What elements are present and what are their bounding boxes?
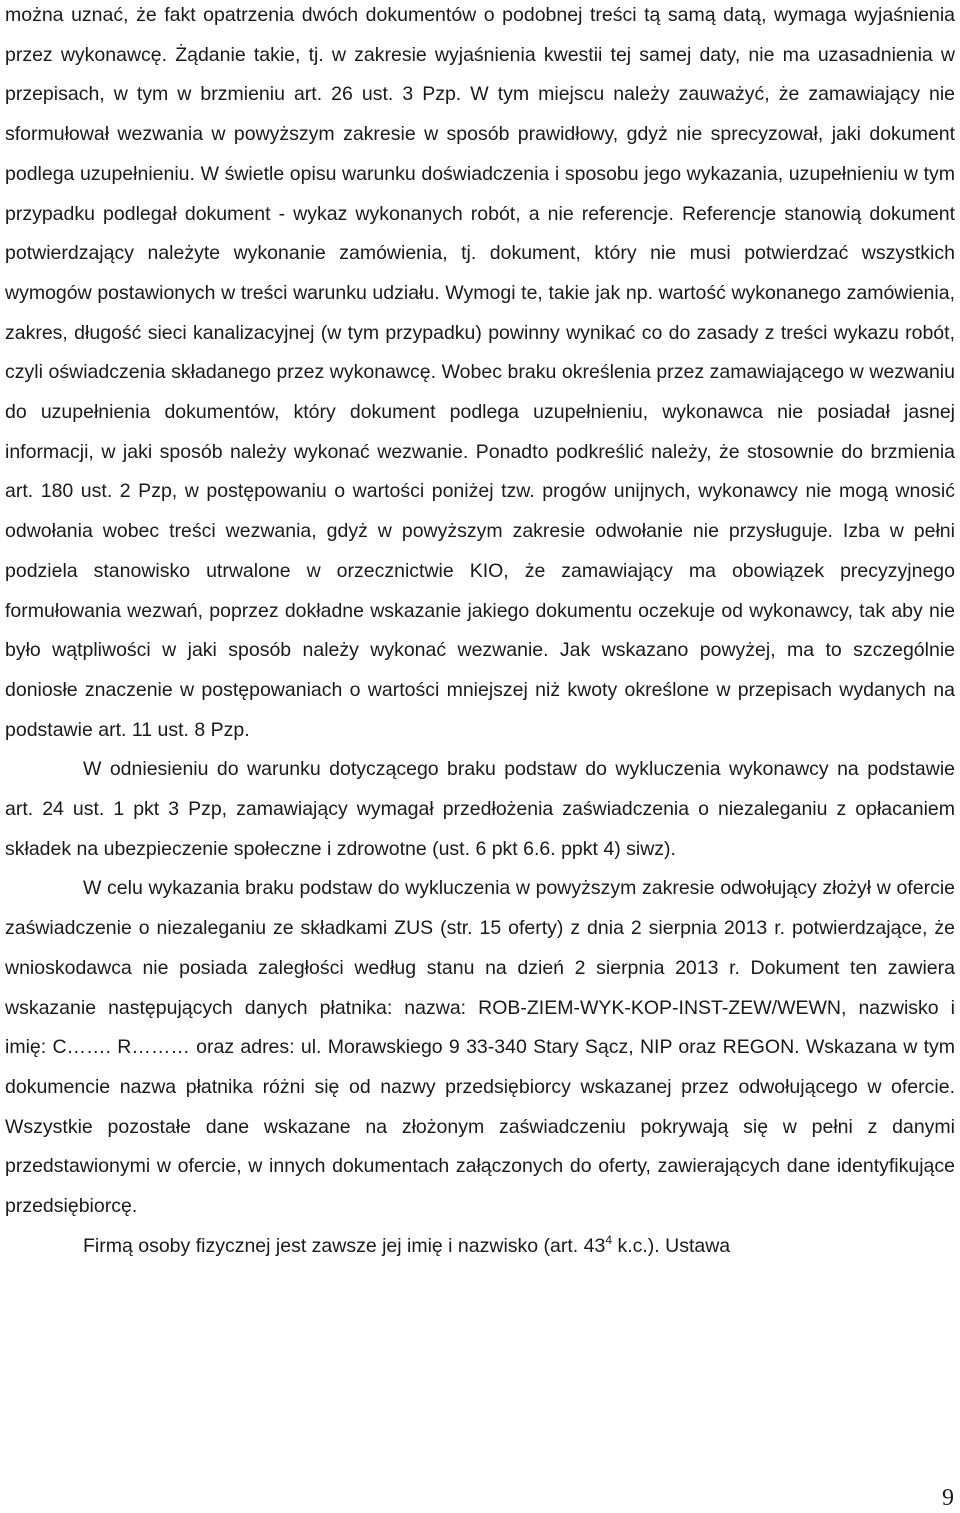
footnote-superscript: 4: [605, 1232, 613, 1247]
paragraph-firm-name: [5, 1227, 955, 1267]
body-text: [5, 0, 955, 1267]
paragraph-continued: można uznać, że fakt opatrzenia dwóch dokumentów o podobnej treści tą samą datą, wymaga wyjaśnienia przez wykonawcę. Żądanie takie, tj. w zakresie wyjaśnienia kwestii tej samej daty, nie ma uzasadnienia w przepisach, w tym w brzmieniu art. 26 ust. 3 Pzp. W tym miejscu należy zauważyć, że zamawiający nie sformułował wezwania w powyższym zakresie w sposób prawidłowy, gdyż nie sprecyzował, jaki dokument podlega uzupełnieniu. W świetle opisu warunku doświadczenia i sposobu jego wykazania, uzupełnieniu w tym przypadku podlegał dokument - wykaz wykonanych robót, a nie referencje. Referencje stanowią dokument potwierdzający należyte wykonanie zamówienia, tj. dokument, który nie musi potwierdzać wszystkich wymogów postawionych w treści warunku udziału. Wymogi te, takie jak np. wartość wykonanego zamówienia, zakres, długość sieci kanalizacyjnej (w tym przypadku) powinny wynikać co do zasady z treści wykazu robót, czyli oświadczenia składanego przez wykonawcę. Wobec braku określenia przez zamawiającego w wezwaniu do uzupełnienia dokumentów, który dokument podlega uzupełnieniu, wykonawca nie posiadał jasnej informacji, w jaki sposób należy wykonać wezwanie. Ponadto podkreślić należy, że stosownie do brzmienia art. 180 ust. 2 Pzp, w postępowaniu o wartości poniżej tzw. progów unijnych, wykonawcy nie mogą wnosić odwołania wobec treści wezwania, gdyż w powyższym zakresie odwołanie nie przysługuje. Izba w pełni podziela stanowisko utrwalone w orzecznictwie KIO, że zamawiający ma obowiązek precyzyjnego formułowania wezwań, poprzez dokładne wskazanie jakiego dokumentu oczekuje od wykonawcy, tak aby nie było wątpliwości w jaki sposób należy wykonać wezwanie. Jak wskazano powyżej, ma to szczególnie doniosłe znaczenie w postępowaniach o wartości mniejszej niż kwoty określone w przepisach wydanych na podstawie art. 11 ust. 8 Pzp.: [5, 4, 955, 741]
page-number: 9: [942, 1485, 954, 1511]
paragraph-social-insurance-condition: W odniesieniu do warunku dotyczącego braku podstaw do wykluczenia wykonawcy na podstawie art. 24 ust. 1 pkt 3 Pzp, zamawiający wymagał przedłożenia zaświadczenia o niezaleganiu z opłacaniem składek na ubezpieczenie społeczne i zdrowotne (ust. 6 pkt 6.6. ppkt 4) siwz).: [5, 758, 955, 860]
paragraph-firm-name-text: Firmą osoby fizycznej jest zawsze jej imię i nazwisko (art. 43: [83, 1234, 606, 1257]
paragraph-zus-certificate: W celu wykazania braku podstaw do wykluczenia w powyższym zakresie odwołujący złożył w ofercie zaświadczenie o niezaleganiu ze składkami ZUS (str. 15 oferty) z dnia 2 sierpnia 2013 r. potwierdzające, że wnioskodawca nie posiada zaległości według stanu na dzień 2 sierpnia 2013 r. Dokument ten zawiera wskazanie następujących danych płatnika: nazwa: ROB-ZIEM-WYK-KOP-INST-ZEW/WEWN, nazwisko i imię: C……. R……… oraz adres: ul. Morawskiego 9 33-340 Stary Sącz, NIP oraz REGON. Wskazana w tym dokumencie nazwa płatnika różni się od nazwy przedsiębiorcy wskazanej przez odwołującego w ofercie. Wszystkie pozostałe dane wskazane na złożonym zaświadczeniu pokrywają się w pełni z danymi przedstawionymi w ofercie, w innych dokumentach załączonych do oferty, zawierających dane identyfikujące przedsiębiorcę.: [5, 877, 955, 1218]
paragraph-firm-name-tail: k.c.). Ustawa: [612, 1234, 731, 1257]
